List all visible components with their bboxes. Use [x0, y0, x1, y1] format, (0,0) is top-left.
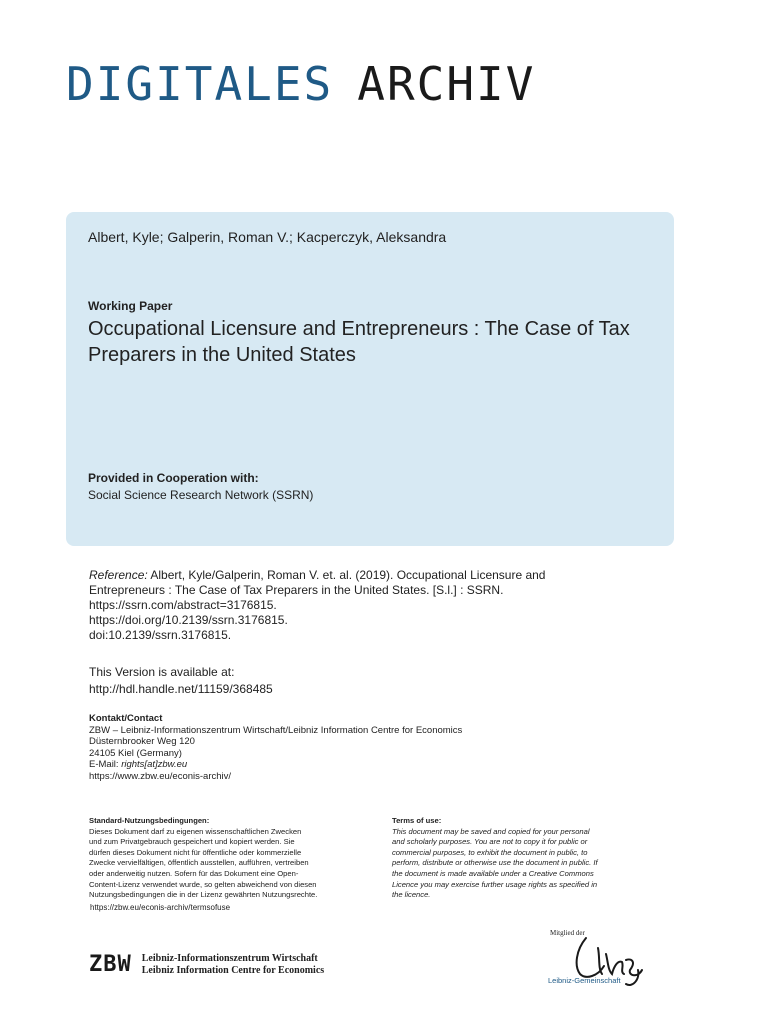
logo-word-digitales: DIGITALES [66, 57, 334, 111]
cooperation-heading: Provided in Cooperation with: [88, 471, 259, 485]
logo-word-archiv: ARCHIV [357, 57, 536, 111]
authors: Albert, Kyle; Galperin, Roman V.; Kacperczyk, Aleksandra [88, 229, 447, 245]
cooperation-value: Social Science Research Network (SSRN) [88, 488, 314, 502]
contact-line-3: 24105 Kiel (Germany) [89, 747, 182, 759]
reference-doi: doi:10.2139/ssrn.3176815. [89, 628, 232, 642]
terms-en-heading: Terms of use: [392, 816, 442, 825]
reference-block [89, 568, 689, 643]
reference-label: Reference: [89, 568, 148, 582]
terms-en [392, 816, 662, 901]
zbw-name-de: Leibniz-Informationszentrum Wirtschaft [141, 953, 318, 964]
zbw-name [142, 953, 324, 976]
digitales-archiv-logo [66, 57, 536, 111]
zbw-logo [89, 952, 324, 977]
leibniz-name: Leibniz-Gemeinschaft [548, 976, 621, 985]
paper-type: Working Paper [88, 299, 173, 313]
leibniz-member-label: Mitglied der [550, 929, 585, 937]
contact-block [89, 713, 462, 782]
document-info-card [66, 212, 674, 546]
terms-en-line: commercial purposes, to exhibit the document in public, to [392, 847, 588, 857]
terms-de-line: Zwecke vervielfältigen, öffentlich ausstellen, aufführen, vertreiben [89, 858, 309, 868]
version-label: This Version is available at: [89, 665, 235, 679]
contact-line-1: ZBW – Leibniz-Informationszentrum Wirtschaft/Leibniz Information Centre for Economics [89, 724, 463, 736]
contact-heading: Kontakt/Contact [89, 713, 163, 724]
terms-en-line: Licence you may exercise further usage rights as specified in [392, 879, 598, 889]
terms-de-heading: Standard-Nutzungsbedingungen: [89, 816, 210, 825]
terms-en-line: and scholarly purposes. You are not to copy it for public or [392, 837, 588, 847]
terms-de [89, 816, 371, 901]
terms-en-line: This document may be saved and copied for your personal [392, 826, 590, 836]
terms-de-line: oder anderweitig nutzen. Sofern für das Dokument eine Open- [89, 868, 299, 878]
version-handle-link[interactable]: http://hdl.handle.net/11159/368485 [89, 682, 273, 696]
version-block [89, 664, 273, 698]
reference-line-1: Albert, Kyle/Galperin, Roman V. et. al. (2019). Occupational Licensure and [147, 568, 546, 582]
terms-de-line: Content-Lizenz verwendet wurde, so gelten abweichend von diesen [89, 879, 317, 889]
paper-title: Occupational Licensure and Entrepreneurs : The Case of Tax Preparers in the United States [88, 318, 630, 366]
reference-line-2: Entrepreneurs : The Case of Tax Preparers in the United States. [S.l.] : SSRN. [89, 583, 504, 597]
terms-de-line: und zum Privatgebrauch gespeichert und kopiert werden. Sie [89, 837, 295, 847]
contact-email-link[interactable]: rights[at]zbw.eu [121, 759, 188, 770]
reference-doi-link[interactable]: https://doi.org/10.2139/ssrn.3176815. [89, 613, 288, 627]
terms-en-line: the licence. [392, 890, 431, 900]
terms-en-line: perform, distribute or otherwise use the document in public. If [392, 858, 598, 868]
reference-ssrn-link[interactable]: https://ssrn.com/abstract=3176815. [89, 598, 277, 612]
terms-en-line: the document is made available under a Creative Commons [392, 868, 594, 878]
zbw-name-en: Leibniz Information Centre for Economics [141, 964, 325, 976]
contact-url-link[interactable]: https://www.zbw.eu/econis-archiv/ [89, 770, 232, 782]
terms-de-line: Dieses Dokument darf zu eigenen wissenschaftlichen Zwecken [89, 826, 302, 836]
zbw-mark: ZBW [89, 952, 132, 977]
terms-of-use-link[interactable]: https://zbw.eu/econis-archiv/termsofuse [90, 903, 231, 912]
terms-de-line: dürfen dieses Dokument nicht für öffentliche oder kommerzielle [89, 847, 302, 857]
leibniz-logo [548, 926, 658, 996]
contact-email-label: E-Mail: [89, 759, 122, 770]
terms-de-line: Nutzungsbedingungen die in der Lizenz gewährten Nutzungsrechte. [89, 890, 318, 900]
contact-line-2: Düsternbrooker Weg 120 [89, 736, 195, 747]
